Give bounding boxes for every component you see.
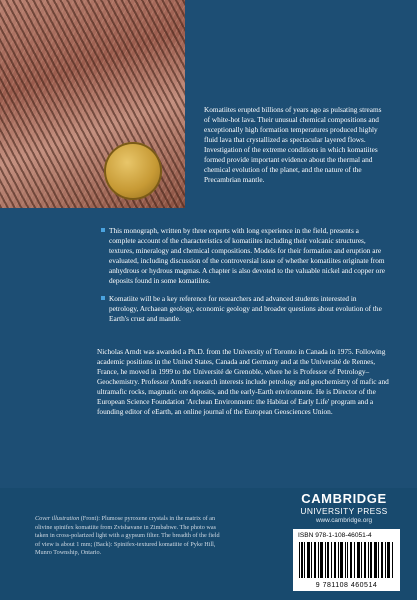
publisher-url[interactable]: www.cambridge.org [315, 517, 373, 524]
publisher-name: CAMBRIDGE [301, 491, 387, 506]
barcode-image [299, 542, 394, 578]
spinifex-photo [0, 0, 185, 208]
bullet-text: This monograph, written by three experts with long experience in the field, presents a complete account of the characteristics of komatiites including their volcanic structures, textures, mineralogy and chemical compositions. Models for their formation and eruption are evaluated, including discussion of the controversial issue of whether komatiites originate from anhydrous or hydrous magmas. A chapter is also devoted to the valuable nickel and copper ore deposits found in some komatiites. [109, 226, 385, 285]
bullet-item [101, 294, 386, 324]
cover-caption [35, 515, 223, 558]
bullet-marker-icon [101, 296, 105, 300]
isbn-label: ISBN 978-1-108-46051-4 [298, 532, 372, 539]
publisher-logo [289, 492, 399, 525]
bullet-list [101, 226, 386, 332]
barcode-box [293, 529, 400, 591]
caption-text: (Front): Plumose pyroxene crystals in the matrix of an olivine spinifex komatiite from Zvishavane in Zimbabwe. The photo was taken in cross-polarized light with a gypsum filter. The breadth of the field of view is about 1 mm; (Back): Spinifex-textured komatiite of Pyke Hill, Munro Township, Ontario. [35, 515, 220, 557]
bullet-marker-icon [101, 228, 105, 232]
bullet-text: Komatiite will be a key reference for researchers and advanced students interested in petrology, Archaean geology, economic geology and broader questions about evolution of the Earth's crust and mantle. [109, 294, 382, 323]
coin-scale-image [104, 142, 162, 200]
caption-label: Cover illustration [35, 515, 80, 522]
publisher-press: UNIVERSITY PRESS [300, 506, 388, 516]
bullet-item [101, 226, 386, 286]
blurb-paragraph: Komatiites erupted billions of years ago as pulsating streams of white-hot lava. Their unusual chemical compositions and exceptionally high formation temperatures produced highly fluid lava that crystallized as spectacular layered flows. Investigation of the extreme conditions in which komatiites formed provide important evidence about the thermal and chemical evolution of the planet, and the nature of the Precambrian mantle. [204, 105, 382, 184]
barcode-number: 9 781108 460514 [315, 582, 378, 589]
author-bio: Nicholas Arndt was awarded a Ph.D. from the University of Toronto in Canada in 1975. Following academic positions in the United States, Canada and Germany and at the Université de Rennes, France, he moved in 1999 to the Université de Grenoble, where he is Professor of Petrology–Geochemistry. Professor Arndt's research interests include petrology and geochemistry of mafic and ultramafic rocks, magmatic ore deposits, and the early-Earth environment. He is Director of the European Science Foundation 'Archean Environment: the Habitat of Early Life' program and a founding editor of eEarth, an online journal of the European Geosciences Union. [97, 347, 389, 416]
